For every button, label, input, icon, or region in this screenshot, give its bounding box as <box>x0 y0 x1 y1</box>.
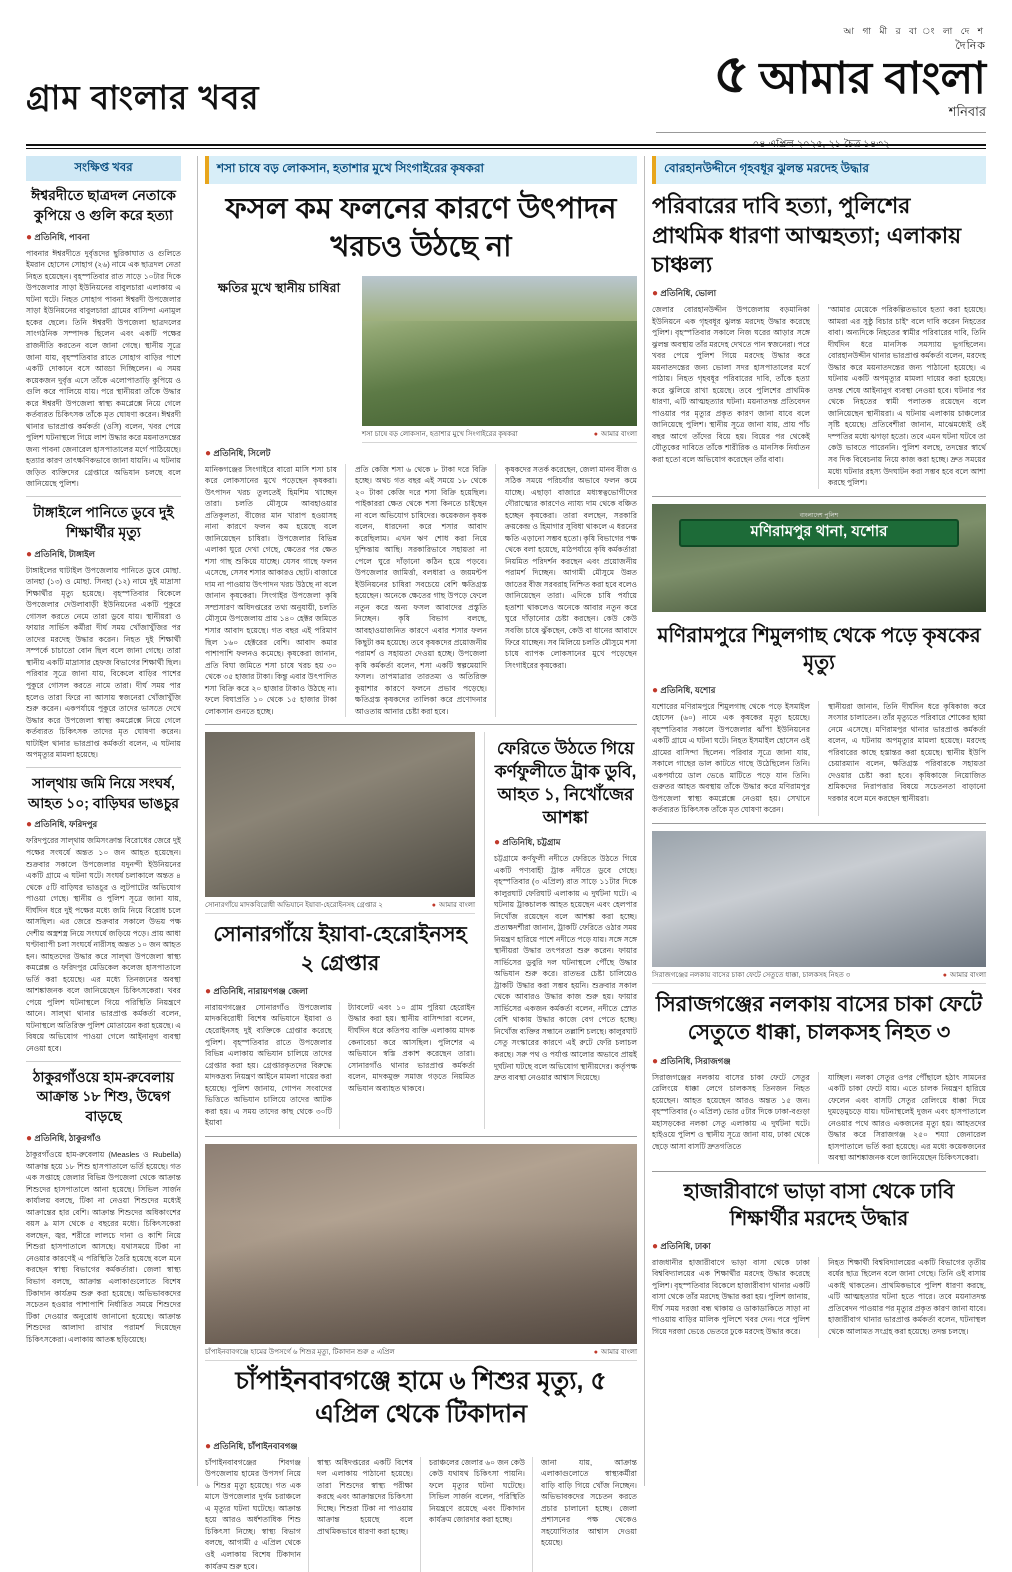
lead-body-col-1: মানিকগঞ্জের সিংগাইরে বারো মাসি শসা চাষ করে লোকসানের মুখে পড়েছেন কৃষকরা। উৎপাদন খরচ তুলতেই হিমশিম খাচ্ছেন তারা। চলতি মৌসুমে আবহাওয়ার প্রতিকূলতা, বীজের মান খারাপ হওয়াসহ নানা কারণে ফলন কম হয়েছে বলে জানিয়েছেন চাষিরা। উপজেলার বিভিন্ন এলাকা ঘুরে দেখা গেছে, ক্ষেতের পর ক্ষেত শসা গাছ শুকিয়ে যাচ্ছে। যেসব গাছে ফলন এসেছে, সেসব শসার আকারও ছোট। বাজারে দাম না পাওয়ায় উৎপাদন খরচ উঠছে না বলে জানান কৃষকেরা। সিংগাইর উপজেলা কৃষি সম্প্রসারণ অধিদপ্তরের তথ্য অনুযায়ী, চলতি মৌসুমে উপজেলায় প্রায় ১৪০ হেক্টর জমিতে শসার আবাদ হয়েছে। গত বছর এই পরিমাণ ছিল ১৬০ হেক্টরের বেশি। আবাদ কমার পাশাপাশি ফলনও কমেছে। কৃষকেরা জানান, প্রতি বিঘা জমিতে শসা চাষে খরচ হয় ৩০ থেকে ৩৫ হাজার টাকা। কিন্তু এবার উৎপাদিত শসা বিক্রি করে ২০ হাজার টাকাও উঠছে না। ফলে বিঘাপ্রতি ১০ থেকে ১৫ হাজার টাকা লোকসান গুনতে হচ্ছে। <box>205 464 346 718</box>
arrest-byline: ● প্রতিনিধি, নারায়ণগঞ্জ জেলা <box>205 985 308 997</box>
arrest-story[interactable] <box>205 732 475 1129</box>
hospital-body-cols <box>205 1457 637 1572</box>
truck-headline: ফেরিতে উঠতে গিয়ে কর্ণফুলীতে ট্রাক ডুবি, আহত ১, নিখোঁজের আশঙ্কা <box>494 739 637 828</box>
bus-byline: ● প্রতিনিধি, সিরাজগঞ্জ <box>652 1055 731 1067</box>
brief-item-1[interactable] <box>26 186 181 497</box>
lead-body-col-2: প্রতি কেজি শসা ৬ থেকে ৮ টাকা দরে বিক্রি হচ্ছে। অথচ গত বছর এই সময়ে ১৮ থেকে ২০ টাকা কেজি দরে শসা বিক্রি হয়েছিল। পাইকাররা ক্ষেত থেকে শসা কিনতে চাইছেন না বলে অভিযোগ চাষিদের। কয়েকজন কৃষক বলেন, ধারদেনা করে শসার আবাদ করেছিলাম। এখন ঋণ শোধ করা নিয়ে দুশ্চিন্তায় আছি। সরকারিভাবে সহায়তা না পেলে ঘুরে দাঁড়ানো কঠিন হয়ে পড়বে। উপজেলার জামির্ত্তা, বলধারা ও জয়মন্টপ ইউনিয়নের চাষিরা সবচেয়ে বেশি ক্ষতিগ্রস্ত হয়েছেন। অনেকে ক্ষেতের গাছ উপড়ে ফেলে নতুন করে অন্য ফসল আবাদের প্রস্তুতি নিচ্ছেন। কৃষি বিভাগ বলছে, আবহাওয়াজনিত কারণে এবার শসার ফলন কিছুটা কম হয়েছে। তবে কৃষকদের প্রয়োজনীয় পরামর্শ ও সহায়তা দেওয়া হচ্ছে। উপজেলা কৃষি কর্মকর্তা বলেন, শসা একটি স্বল্পমেয়াদি ফসল। তাপমাত্রার তারতম্য ও অতিরিক্ত কুয়াশার কারণে ফলনে প্রভাব পড়েছে। ক্ষতিগ্রস্ত কৃষকদের তালিকা করে প্রণোদনার আওতায় আনার চেষ্টা করা হবে। <box>355 464 496 718</box>
right-lead-body-cols <box>652 304 986 489</box>
lead-photo-caption-row <box>362 426 637 443</box>
brand-sub-top: দৈনিক <box>955 40 986 52</box>
bus-story[interactable] <box>652 831 986 1164</box>
right-lead-body-col-2: "আমার মেয়েকে পরিকল্পিতভাবে হত্যা করা হয়েছে। আমরা এর সুষ্ঠু বিচার চাই" বলে দাবি করেন নিহতের বাবা। অন্যদিকে নিহতের স্বামীর পরিবারের দাবি, তিনি দীর্ঘদিন ধরে মানসিক সমস্যায় ভুগছিলেন। বোরহানউদ্দীন থানার ভারপ্রাপ্ত কর্মকর্তা বলেন, মরদেহ উদ্ধার করে ময়নাতদন্তের জন্য পাঠানো হয়েছে। এ ঘটনায় একটি অপমৃত্যুর মামলা দায়ের করা হয়েছে। তদন্ত শেষে আইনানুগ ব্যবস্থা নেওয়া হবে। ঘটনার পর থেকে নিহতের স্বামী পলাতক রয়েছেন বলে জানিয়েছেন স্থানীয়রা। এ ঘটনায় এলাকায় চাঞ্চল্যের সৃষ্টি হয়েছে। প্রতিবেশীরা জানান, মাঝেমধ্যেই ওই দম্পতির মধ্যে ঝগড়া হতো। তবে এমন ঘটনা ঘটবে তা কেউ ভাবতে পারেননি। পুলিশ বলছে, তদন্তের স্বার্থে সব দিক বিবেচনায় নিয়ে কাজ করা হচ্ছে। দ্রুত সময়ের মধ্যে ঘটনার রহস্য উদঘাটন করা সম্ভব হবে বলে আশা করছে পুলিশ। <box>828 305 986 488</box>
byline-text: প্রতিনিধি, পাবনা <box>34 231 90 242</box>
byline: ● প্রতিনিধি, ঠাকুরগাঁও <box>26 1133 101 1145</box>
hazaribagh-story[interactable] <box>652 1179 986 1338</box>
arrest-photo-caption-row <box>205 897 475 914</box>
brand-block <box>656 24 986 154</box>
photo-credit: ● আমার বাংলা <box>588 428 637 440</box>
police-sign: মণিরামপুর থানা, যশোর <box>679 519 960 547</box>
right-divider-2 <box>652 823 986 824</box>
photo-caption: শসা চাষে বড় লোকসান, হতাশার মুখে সিংগাইরের কৃষকরা <box>362 430 518 438</box>
police-body-col-2: স্থানীয়রা জানান, তিনি দীর্ঘদিন ধরে কৃষিকাজ করে সংসার চালাতেন। তাঁর মৃত্যুতে পরিবারে শোকের ছায়া নেমে এসেছে। মণিরামপুর থানার ভারপ্রাপ্ত কর্মকর্তা বলেন, এ ঘটনায় অপমৃত্যুর মামলা হয়েছে। মরদেহ পরিবারের কাছে হস্তান্তর করা হয়েছে। স্থানীয় ইউপি চেয়ারম্যান বলেন, ক্ষতিগ্রস্ত পরিবারকে সহায়তা দেওয়ার চেষ্টা করা হবে। কৃষিকাজে নিয়োজিত শ্রমিকদের নিরাপত্তার বিষয়ে সচেতনতা বাড়ানো দরকার বলে মনে করছেন স্থানীয়রা। <box>828 701 986 803</box>
photo-credit: ● আমার বাংলা <box>426 899 475 911</box>
lead-subhead-col <box>205 276 353 447</box>
arrest-body-col-2: ট্যাবলেট এবং ১০ গ্রাম পুরিয়া হেরোইন উদ্ধার করা হয়। স্থানীয় বাসিন্দারা বলেন, দীর্ঘদিন ধরে কতিপয় ব্যক্তি এলাকায় মাদক কেনাবেচা করে আসছিল। পুলিশের এ অভিযানে স্বস্তি প্রকাশ করেছেন তারা। সোনারগাঁও থানার ভারপ্রাপ্ত কর্মকর্তা বলেন, মাদকমুক্ত সমাজ গড়তে নিয়মিত অভিযান অব্যাহত থাকবে। <box>348 1002 475 1093</box>
brand-kicker: আ গা মী র বা ং লা দে শ <box>843 26 986 36</box>
brief-headline: ঈশ্বরদীতে ছাত্রদল নেতাকে কুপিয়ে ও গুলি করে হত্যা <box>31 187 176 223</box>
section-divider <box>205 724 637 725</box>
photo-caption: চাঁপাইনবাবগঞ্জে হামের উপসর্গে ৬ শিশুর মৃত্যু, টিকাদান শুরু ৫ এপ্রিল <box>205 1348 395 1356</box>
lead-kicker-band: শসা চাষে বড় লোকসান, হতাশার মুখে সিংগাইরের কৃষকরা <box>205 156 637 184</box>
photo-caption: সিরাজগঞ্জের নলকায় বাসের চাকা ফেটে সেতুতে ধাক্কা, চালকসহ নিহত ৩ <box>652 971 851 979</box>
brand-name: আমার বাংলা <box>759 54 986 103</box>
bus-body-col-1: সিরাজগঞ্জের নলকায় বাসের চাকা ফেটে সেতুর রেলিংয়ে ধাক্কা লেগে চালকসহ তিনজন নিহত হয়েছেন। আহত হয়েছেন আরও অন্তত ১৫ জন। বৃহস্পতিবার (৩ এপ্রিল) ভোর ৫টার দিকে ঢাকা-বগুড়া মহাসড়কের নলকা সেতু এলাকায় এ দুর্ঘটনা ঘটে। হাইওয়ে পুলিশ ও স্থানীয় সূত্রে জানা যায়, ঢাকা থেকে ছেড়ে আসা বাসটি দ্রুতগতিতে <box>652 1072 819 1164</box>
right-lead-byline: ● প্রতিনিধি, ভোলা <box>652 288 717 300</box>
bus-headline: সিরাজগঞ্জের নলকায় বাসের চাকা ফেটে সেতুতে ধাক্কা, চালকসহ নিহত ৩ <box>655 992 983 1045</box>
lead-photo-col <box>362 276 637 447</box>
column-left <box>26 156 190 1486</box>
hospital-story[interactable] <box>205 1144 637 1572</box>
brief-item-2[interactable] <box>26 503 181 768</box>
page-title: গ্রাম বাংলার খবর <box>26 79 260 116</box>
right-kicker-band: বোরহানউদ্দীনে গৃহবধূর ঝুলন্ত মরদেহ উদ্ধার <box>652 156 986 184</box>
brief-item-4[interactable] <box>26 1068 181 1352</box>
hospital-body-col-2: স্বাস্থ্য অধিদপ্তরের একটি বিশেষ দল এলাকায় পাঠানো হয়েছে। তারা শিশুদের স্বাস্থ্য পরীক্ষা করছে এবং আক্রান্তদের চিকিৎসা দিচ্ছে। শিশুরা টিকা না পাওয়ায় আক্রান্ত হয়েছে বলে প্রাথমিকভাবে ধারণা করা হচ্ছে। <box>317 1457 421 1572</box>
arrest-headline: সোনারগাঁয়ে ইয়াবা-হেরোইনসহ ২ গ্রেপ্তার <box>213 923 467 975</box>
byline-text: প্রতিনিধি, নারায়ণগঞ্জ জেলা <box>213 985 308 996</box>
photo-credit: ● আমার বাংলা <box>937 969 986 981</box>
byline-text: প্রতিনিধি, যশোর <box>660 684 716 695</box>
issue-date: ০৪ এপ্রিল ২০২৫, ২১ চৈত্র ১৪৩২ <box>656 132 986 154</box>
right-lead-headline: পরিবারের দাবি হত্যা, পুলিশের প্রাথমিক ধারণা আত্মহত্যা; এলাকায় চাঞ্চল্য <box>652 193 962 278</box>
byline-text: প্রতিনিধি, সিলেট <box>213 447 271 458</box>
police-headline: মণিরামপুরে শিমুলগাছ থেকে পড়ে কৃষকের মৃত্যু <box>657 624 981 674</box>
byline: ● প্রতিনিধি, টাঙ্গাইল <box>26 548 95 560</box>
hazaribagh-body-cols <box>652 1257 986 1338</box>
hospital-body-col-3: চরাঞ্চলের জেলার ৬০ জন কেউ কেউ যথাযথ চিকিৎসা পায়নি। ফলে মৃত্যুর ঘটনা ঘটেছে। সিভিল সার্জন বলেন, পরিস্থিতি নিয়ন্ত্রণে রয়েছে এবং টিকাদান কার্যক্রম জোরদার করা হচ্ছে। <box>429 1457 533 1572</box>
byline-text: প্রতিনিধি, ঠাকুরগাঁও <box>34 1133 101 1144</box>
byline: ● প্রতিনিধি, পাবনা <box>26 231 90 243</box>
column-divider-2 <box>644 156 645 1486</box>
photo-caption: সোনারগাঁয়ে মাদকবিরোধী অভিযানে ইয়াবা-হেরোইনসহ গ্রেপ্তার ২ <box>205 902 383 910</box>
bus-body-col-2: যাচ্ছিল। নলকা সেতুর ওপর পৌঁছালে হঠাৎ সামনের একটি চাকা ফেটে যায়। এতে চালক নিয়ন্ত্রণ হারিয়ে ফেলেন এবং বাসটি সেতুর রেলিংয়ে ধাক্কা দিয়ে দুমড়েমুচড়ে যায়। ঘটনাস্থলেই দুজন এবং হাসপাতালে নেওয়ার পথে আরও একজনের মৃত্যু হয়। আহতদের উদ্ধার করে সিরাজগঞ্জ ২৫০ শয্যা জেনারেল হাসপাতালে ভর্তি করা হয়েছে। এর মধ্যে কয়েকজনের অবস্থা আশঙ্কাজনক বলে জানিয়েছেন চিকিৎসকেরা। <box>828 1072 986 1163</box>
byline-text: প্রতিনিধি, ভোলা <box>660 288 717 299</box>
byline-text: প্রতিনিধি, ঢাকা <box>660 1240 711 1251</box>
police-body-col-1: যশোরের মণিরামপুরে শিমুলগাছ থেকে পড়ে ইসমাইল হোসেন (৬০) নামে এক কৃষকের মৃত্যু হয়েছে। বৃহস্পতিবার সকালে উপজেলার ঝাঁপা ইউনিয়নের একটি গ্রামে এ ঘটনা ঘটে। নিহত ইসমাইল হোসেন ওই গ্রামের বাসিন্দা ছিলেন। পরিবার সূত্রে জানা যায়, সকালে গাছের ডাল কাটতে গাছে উঠেছিলেন তিনি। একপর্যায়ে ডাল ভেঙে মাটিতে পড়ে যান তিনি। গুরুতর আহত অবস্থায় তাঁকে উদ্ধার করে মণিরামপুর উপজেলা স্বাস্থ্য কমপ্লেক্সে নেওয়া হয়। সেখানে কর্তব্যরত চিকিৎসক তাঁকে মৃত ঘোষণা করেন। <box>652 701 819 816</box>
brief-headline: টাঙ্গাইলে পানিতে ডুবে দুই শিক্ষার্থীর মৃত্যু <box>33 503 174 540</box>
truck-byline: ● প্রতিনিধি, চট্টগ্রাম <box>494 836 561 848</box>
police-story[interactable] <box>652 504 986 816</box>
brief-body: ঠাকুরগাঁওয়ে হাম-রুবেলায় (Measles ও Rubella) আক্রান্ত হয়ে ১৮ শিশু হাসপাতালে ভর্তি হয়েছে। গত এক সপ্তাহে জেলার বিভিন্ন উপজেলা থেকে আক্রান্ত শিশুদের হাসপাতালে আনা হয়েছে। সিভিল সার্জন কার্যালয় বলছে, টিকা না নেওয়া শিশুদের মধ্যেই আক্রান্তের হার বেশি। আক্রান্ত শিশুদের অধিকাংশের বয়স ৯ মাস থেকে ৫ বছরের মধ্যে। চিকিৎসকেরা বলছেন, জ্বর, শরীরে লালচে দানা ও কাশি নিয়ে শিশুরা হাসপাতালে আসছে। যথাসময়ে টিকা না নেওয়ার কারণেই এ পরিস্থিতি তৈরি হয়েছে বলে মনে করছেন স্বাস্থ্য বিভাগের কর্মকর্তারা। জেলা স্বাস্থ্য বিভাগ বলছে, আক্রান্ত এলাকাগুলোতে বিশেষ টিকাদান কার্যক্রম শুরু করা হয়েছে। অভিভাবকদের সচেতন হওয়ার পাশাপাশি নির্ধারিত সময়ে শিশুদের টিকা দেওয়ার অনুরোধ জানানো হয়েছে। আক্রান্ত শিশুদের আলাদা রাখার পরামর্শ দিয়েছেন চিকিৎসকেরা। এলাকায় আতঙ্ক ছড়িয়েছে। <box>26 1150 181 1344</box>
hazaribagh-byline: ● প্রতিনিধি, ঢাকা <box>652 1240 711 1252</box>
lead-sub-label: ক্ষতির মুখে স্থানীয় চাষিরা <box>217 280 341 295</box>
truck-story[interactable] <box>484 732 637 1129</box>
column-divider <box>197 156 198 1486</box>
lead-body-col-3: কৃষকদের সতর্ক করেছেন, জেলা মানব বীজ ও সঠিক সময়ে পরিচর্যার অভাবে ফলন কমে যাচ্ছে। এছাড়া বাজারে মধ্যস্বত্বভোগীদের দৌরাত্ম্যের কারণেও ন্যায্য দাম থেকে বঞ্চিত হচ্ছেন কৃষকেরা। তারা বলছেন, সরকারি ক্রয়কেন্দ্র ও হিমাগার সুবিধা থাকলে এ ধরনের ক্ষতি এড়ানো সম্ভব হতো। কৃষি বিভাগের পক্ষ থেকে বলা হয়েছে, মাঠপর্যায়ে কৃষি কর্মকর্তারা নিয়মিত পরিদর্শন করছেন এবং প্রয়োজনীয় পরামর্শ দিচ্ছেন। আগামী মৌসুমে উন্নত জাতের বীজ সরবরাহ নিশ্চিত করা হবে বলেও জানিয়েছেন তারা। এদিকে চাষি পর্যায়ে হতাশা থাকলেও অনেকে আবার নতুন করে ঘুরে দাঁড়ানোর চেষ্টা করছেন। কেউ কেউ সবজি চাষে ঝুঁকছেন, কেউ বা ধানের আবাদে ফিরে যাচ্ছেন। সব মিলিয়ে চলতি মৌসুমে শসা চাষে ব্যাপক লোকসানের মুখে পড়েছেন সিংগাইরের কৃষকেরা। <box>505 464 637 670</box>
lead-byline: ● প্রতিনিধি, সিলেট <box>205 447 271 459</box>
police-photo <box>652 504 986 612</box>
byline: ● প্রতিনিধি, ফরিদপুর <box>26 819 98 831</box>
hospital-photo <box>205 1144 637 1344</box>
police-body-cols <box>652 701 986 816</box>
bus-photo <box>652 831 986 967</box>
brief-body: ফরিদপুরের সাল্থায় জমিসংক্রান্ত বিরোধের জেরে দুই পক্ষের সংঘর্ষে অন্তত ১০ জন আহত হয়েছেন। শুক্রবার সকালে উপজেলার যদুনন্দী ইউনিয়নের একটি গ্রামে এ ঘটনা ঘটে। সংঘর্ষ চলাকালে অন্তত ৪ থেকে ৫টি বাড়িঘর ভাঙচুর ও লুটপাটের অভিযোগ পাওয়া গেছে। স্থানীয় ও পুলিশ সূত্রে জানা যায়, দীর্ঘদিন ধরে দুই পক্ষের মধ্যে জমি নিয়ে বিরোধ চলে আসছিল। এর জেরে শুক্রবার সকালে উভয় পক্ষ দেশীয় অস্ত্রশস্ত্র নিয়ে সংঘর্ষে জড়িয়ে পড়ে। প্রায় আধা ঘণ্টাব্যাপী চলা সংঘর্ষে নারীসহ অন্তত ১০ জন আহত হন। আহতদের উদ্ধার করে সাল্থা উপজেলা স্বাস্থ্য কমপ্লেক্স ও ফরিদপুর মেডিকেল কলেজ হাসপাতালে ভর্তি করা হয়েছে। এর মধ্যে তিনজনের অবস্থা আশঙ্কাজনক বলে জানিয়েছেন চিকিৎসকেরা। খবর পেয়ে পুলিশ ঘটনাস্থলে গিয়ে পরিস্থিতি নিয়ন্ত্রণে আনে। সাল্থা থানার ভারপ্রাপ্ত কর্মকর্তা বলেন, ঘটনাস্থলে অতিরিক্ত পুলিশ মোতায়েন করা হয়েছে। এ বিষয়ে অভিযোগ পাওয়া গেলে আইনানুগ ব্যবস্থা নেওয়া হবে। <box>26 836 181 1053</box>
hospital-byline: ● প্রতিনিধি, চাঁপাইনবাবগঞ্জ <box>205 1440 298 1452</box>
brief-headline: সাল্থায় জমি নিয়ে সংঘর্ষ, আহত ১০; বাড়িঘর ভাঙচুর <box>28 774 179 811</box>
hospital-body-col-1: চাঁপাইনবাবগঞ্জের শিবগঞ্জ উপজেলায় হামের উপসর্গ নিয়ে ৬ শিশুর মৃত্যু হয়েছে। গত এক মাসে উপজেলার দুর্গম চরাঞ্চলে এ মৃত্যুর ঘটনা ঘটেছে। আক্রান্ত হয়ে আরও অর্ধশতাধিক শিশু চিকিৎসা নিচ্ছে। স্বাস্থ্য বিভাগ বলছে, আগামী ৫ এপ্রিল থেকে ওই এলাকায় বিশেষ টিকাদান কার্যক্রম শুরু হবে। <box>205 1457 309 1572</box>
photo-credit: ● আমার বাংলা <box>588 1346 637 1358</box>
police-byline: ● প্রতিনিধি, যশোর <box>652 684 716 696</box>
brand-day: শনিবার <box>948 104 986 119</box>
brief-body: টাঙ্গাইলের ঘাটাইল উপজেলায় পানিতে ডুবে মোছা. তানহা (১৩) ও মোছা. সিনহা (১২) নামে দুই মাদ্রাসা শিক্ষার্থীর মৃত্যু হয়েছে। বৃহস্পতিবার বিকেলে উপজেলার দেউলাবাড়ী ইউনিয়নের একটি পুকুরে গোসল করতে নেমে তারা ডুবে যায়। স্থানীয়রা ও ফায়ার সার্ভিস কর্মীরা দীর্ঘ সময় খোঁজাখুঁজির পর তাদের মরদেহ উদ্ধার করেন। নিহত দুই শিক্ষার্থী সম্পর্কে চাচাতো বোন ছিল বলে জানা গেছে। তারা স্থানীয় একটি মাদ্রাসার হেফজ বিভাগের শিক্ষার্থী ছিল। পরিবার সূত্রে জানা যায়, বিকেলে বাড়ির পাশের পুকুরে গোসল করতে নামে তারা। দীর্ঘ সময় পার হলেও তারা ফিরে না আসায় স্বজনেরা খোঁজাখুঁজি শুরু করেন। একপর্যায়ে পুকুরে তাদের ভাসতে দেখে উদ্ধার করে উপজেলা স্বাস্থ্য কমপ্লেক্সে নিয়ে গেলে কর্তব্যরত চিকিৎসক তাদের মৃত ঘোষণা করেন। ঘাটাইল থানার ভারপ্রাপ্ত কর্মকর্তা বলেন, এ ঘটনায় অপমৃত্যুর মামলা হয়েছে। <box>26 565 181 760</box>
arrest-body-cols <box>205 1002 475 1129</box>
hazaribagh-body-col-1: রাজধানীর হাজারীবাগে ভাড়া বাসা থেকে ঢাকা বিশ্ববিদ্যালয়ের এক শিক্ষার্থীর মরদেহ উদ্ধার করেছে পুলিশ। বৃহস্পতিবার বিকেলে হাজারীবাগ থানার একটি বাসা থেকে তাঁর মরদেহ উদ্ধার করা হয়। পুলিশ জানায়, দীর্ঘ সময় দরজা বন্ধ থাকায় ও ডাকাডাকিতে সাড়া না পাওয়ায় বাড়ির মালিক পুলিশে খবর দেন। পরে পুলিশ গিয়ে দরজা ভেঙে ভেতরে ঢুকে মরদেহ উদ্ধার করে। <box>652 1257 819 1338</box>
lead-photo <box>362 276 637 426</box>
brief-item-3[interactable] <box>26 774 181 1062</box>
right-divider-3 <box>652 1171 986 1172</box>
logo-icon: ৫ <box>713 44 751 104</box>
byline-text: প্রতিনিধি, টাঙ্গাইল <box>34 548 95 559</box>
lead-headline: ফসল কম ফলনের কারণে উৎপাদন খরচও উঠছে না <box>225 193 617 264</box>
byline-text: প্রতিনিধি, চট্টগ্রাম <box>502 836 561 847</box>
arrest-body-col-1: নারায়ণগঞ্জের সোনারগাঁও উপজেলায় মাদকবিরোধী বিশেষ অভিযানে ইয়াবা ও হেরোইনসহ দুই ব্যক্তিকে গ্রেপ্তার করেছে পুলিশ। বৃহস্পতিবার রাতে উপজেলার বিভিন্ন এলাকায় অভিযান চালিয়ে তাদের গ্রেপ্তার করা হয়। গ্রেপ্তারকৃতদের বিরুদ্ধে মাদকদ্রব্য নিয়ন্ত্রণ আইনে মামলা দায়ের করা হয়েছে। পুলিশ জানায়, গোপন সংবাদের ভিত্তিতে অভিযান চালিয়ে তাদের আটক করা হয়। এ সময় তাদের কাছ থেকে ৩০টি ইয়াবা <box>205 1002 340 1129</box>
lead-body-cols <box>205 464 637 718</box>
brief-body: পাবনার ঈশ্বরদীতে দুর্বৃত্তদের ছুরিকাঘাত ও গুলিতে ইমরান হোসেন সোহাগ (২৬) নামে এক ছাত্রদল নেতা নিহত হয়েছেন। বৃহস্পতিবার রাত সাড়ে ১০টার দিকে উপজেলার সাড়া ইউনিয়নের বাবুলচারা এলাকায় এ ঘটনা ঘটে। নিহত সোহাগ পাবনা ঈশ্বরদী উপজেলার সাড়া ইউনিয়নের বাবুলচারা গ্রামের বাসিন্দা এনামুল হকের ছেলে। তিনি ঈশ্বরদী উপজেলা ছাত্রদলের সাংগঠনিক সম্পাদক ছিলেন এবং একটি পক্ষের রাজনীতি করতেন বলে জানা গেছে। স্থানীয় সূত্রে জানা যায়, বৃহস্পতিবার রাতে সোহাগ বাড়ির পাশে একটি দোকানে বসে আড্ডা দিচ্ছিলেন। এ সময় কয়েকজন দুর্বৃত্ত এসে তাঁকে এলোপাতাড়ি কুপিয়ে ও গুলি করে পালিয়ে যায়। পরে স্থানীয়রা তাঁকে উদ্ধার করে ঈশ্বরদী উপজেলা স্বাস্থ্য কমপ্লেক্সে নিয়ে গেলে কর্তব্যরত চিকিৎসক তাঁকে মৃত ঘোষণা করেন। ঈশ্বরদী থানার ভারপ্রাপ্ত কর্মকর্তা (ওসি) বলেন, খবর পেয়ে পুলিশ ঘটনাস্থলে গিয়ে লাশ উদ্ধার করে ময়নাতদন্তের জন্য পাবনা জেনারেল হাসপাতালের মর্গে পাঠিয়েছে। হত্যার কারণ তাৎক্ষণিকভাবে জানা যায়নি। এ ঘটনায় জড়িত ব্যক্তিদের গ্রেপ্তারে অভিযান চলছে বলে জানিয়েছে পুলিশ। <box>26 248 181 489</box>
byline-text: প্রতিনিধি, ফরিদপুর <box>34 819 98 830</box>
masthead <box>26 24 986 150</box>
column-middle <box>205 156 637 1571</box>
page-content <box>26 156 986 1571</box>
brief-headline: ঠাকুরগাঁওয়ে হাম-রুবেলায় আক্রান্ত ১৮ শিশু, উদ্বেগ বাড়ছে <box>32 1068 175 1125</box>
bus-photo-caption-row <box>652 967 986 984</box>
right-divider-1 <box>652 496 986 497</box>
byline-text: প্রতিনিধি, সিরাজগঞ্জ <box>660 1055 731 1066</box>
mid-second-row <box>205 732 637 1129</box>
truck-body: চট্টগ্রামে কর্ণফুলী নদীতে ফেরিতে উঠতে গিয়ে একটি পণ্যবাহী ট্রাক নদীতে ডুবে গেছে। বৃহস্পতিবার (৩ এপ্রিল) রাত সাড়ে ১১টার দিকে কালুরঘাট ফেরিঘাট এলাকায় এ দুর্ঘটনা ঘটে। এ ঘটনায় ট্রাকচালক আহত হয়েছেন এবং হেলপার নিখোঁজ রয়েছেন বলে আশঙ্কা করা হচ্ছে। প্রত্যক্ষদর্শীরা জানান, ট্রাকটি ফেরিতে ওঠার সময় নিয়ন্ত্রণ হারিয়ে পাশে নদীতে পড়ে যায়। সঙ্গে সঙ্গে স্থানীয়রা উদ্ধার তৎপরতা শুরু করেন। ফায়ার সার্ভিসের ডুবুরি দল ঘটনাস্থলে পৌঁছে উদ্ধার অভিযান শুরু করে। রাতভর চেষ্টা চালিয়েও ট্রাকটি উদ্ধার করা সম্ভব হয়নি। শুক্রবার সকাল থেকে আবারও উদ্ধার কাজ শুরু হয়। ফায়ার সার্ভিসের একজন কর্মকর্তা বলেন, নদীতে স্রোত বেশি থাকায় উদ্ধার কাজে বেগ পেতে হচ্ছে। নিখোঁজ ব্যক্তির সন্ধানে তল্লাশি চলছে। কালুরঘাট সেতু সংস্কারের কারণে এই রুটে ফেরি চলাচল করছে। সরু পথ ও পর্যাপ্ত আলোর অভাবে প্রায়ই দুর্ঘটনা ঘটছে বলে অভিযোগ স্থানীয়দের। কর্তৃপক্ষ দ্রুত ব্যবস্থা নেওয়ার আশ্বাস দিয়েছে। <box>494 853 637 1083</box>
hospital-headline: চাঁপাইনবাবগঞ্জে হামে ৬ শিশুর মৃত্যু, ৫ এপ্রিল থেকে টিকাদান <box>235 1366 607 1428</box>
section-divider-2 <box>205 1136 637 1137</box>
right-lead-body-col-1: জেলার বোরহানউদ্দীন উপজেলায় বড়মানিকা ইউনিয়নে এক গৃহবধূর ঝুলন্ত মরদেহ উদ্ধার করেছে পুলিশ। বৃহস্পতিবার সকালে নিজ ঘরের আড়ার সঙ্গে ঝুলন্ত অবস্থায় তাঁর মরদেহ দেখতে পান স্বজনেরা। পরে খবর পেয়ে পুলিশ গিয়ে মরদেহ উদ্ধার করে ময়নাতদন্তের জন্য ভোলা সদর হাসপাতালের মর্গে পাঠায়। নিহত গৃহবধূর পরিবারের দাবি, তাঁকে হত্যা করে ঝুলিয়ে রাখা হয়েছে। তবে পুলিশের প্রাথমিক ধারণা, এটি আত্মহত্যার ঘটনা। ময়নাতদন্ত প্রতিবেদন পাওয়ার পর মৃত্যুর প্রকৃত কারণ জানা যাবে বলে জানিয়েছে পুলিশ। স্থানীয় সূত্রে জানা যায়, প্রায় পাঁচ বছর আগে তাঁদের বিয়ে হয়। বিয়ের পর থেকেই যৌতুকের দাবিতে তাঁকে শারীরিক ও মানসিক নির্যাতন করা হতো বলে অভিযোগ করেছেন তাঁর বাবা। <box>652 304 819 489</box>
hazaribagh-body-col-2: নিহত শিক্ষার্থী বিশ্ববিদ্যালয়ের একটি বিভাগের তৃতীয় বর্ষের ছাত্র ছিলেন বলে জানা গেছে। তিনি ওই বাসায় একাই থাকতেন। প্রাথমিকভাবে পুলিশ ধারণা করছে, এটি আত্মহত্যার ঘটনা হতে পারে। তবে ময়নাতদন্ত প্রতিবেদন পাওয়ার পর মৃত্যুর প্রকৃত কারণ জানা যাবে। হাজারীবাগ থানার ভারপ্রাপ্ত কর্মকর্তা বলেন, ঘটনাস্থল থেকে আলামত সংগ্রহ করা হয়েছে। তদন্ত চলছে। <box>828 1257 986 1336</box>
byline-text: প্রতিনিধি, চাঁপাইনবাবগঞ্জ <box>213 1440 298 1451</box>
brief-news-band: সংক্ষিপ্ত খবর <box>26 156 181 181</box>
hospital-body-col-4: জানা যায়, আক্রান্ত এলাকাগুলোতে স্বাস্থ্যকর্মীরা বাড়ি বাড়ি গিয়ে খোঁজ নিচ্ছেন। অভিভাবকদের সচেতন করতে প্রচার চালানো হচ্ছে। জেলা প্রশাসনের পক্ষ থেকেও সহযোগিতার আশ্বাস দেওয়া হয়েছে। <box>541 1457 637 1548</box>
police-sign-top: বাংলাদেশ পুলিশ <box>799 513 839 520</box>
bus-body-cols <box>652 1072 986 1164</box>
column-right <box>652 156 986 1486</box>
hospital-photo-caption-row <box>205 1344 637 1361</box>
hazaribagh-headline: হাজারীবাগে ভাড়া বাসা থেকে ঢাবি শিক্ষার্থীর মরদেহ উদ্ধার <box>683 1180 955 1230</box>
lead-top-row <box>205 276 637 447</box>
arrest-photo <box>205 732 475 897</box>
